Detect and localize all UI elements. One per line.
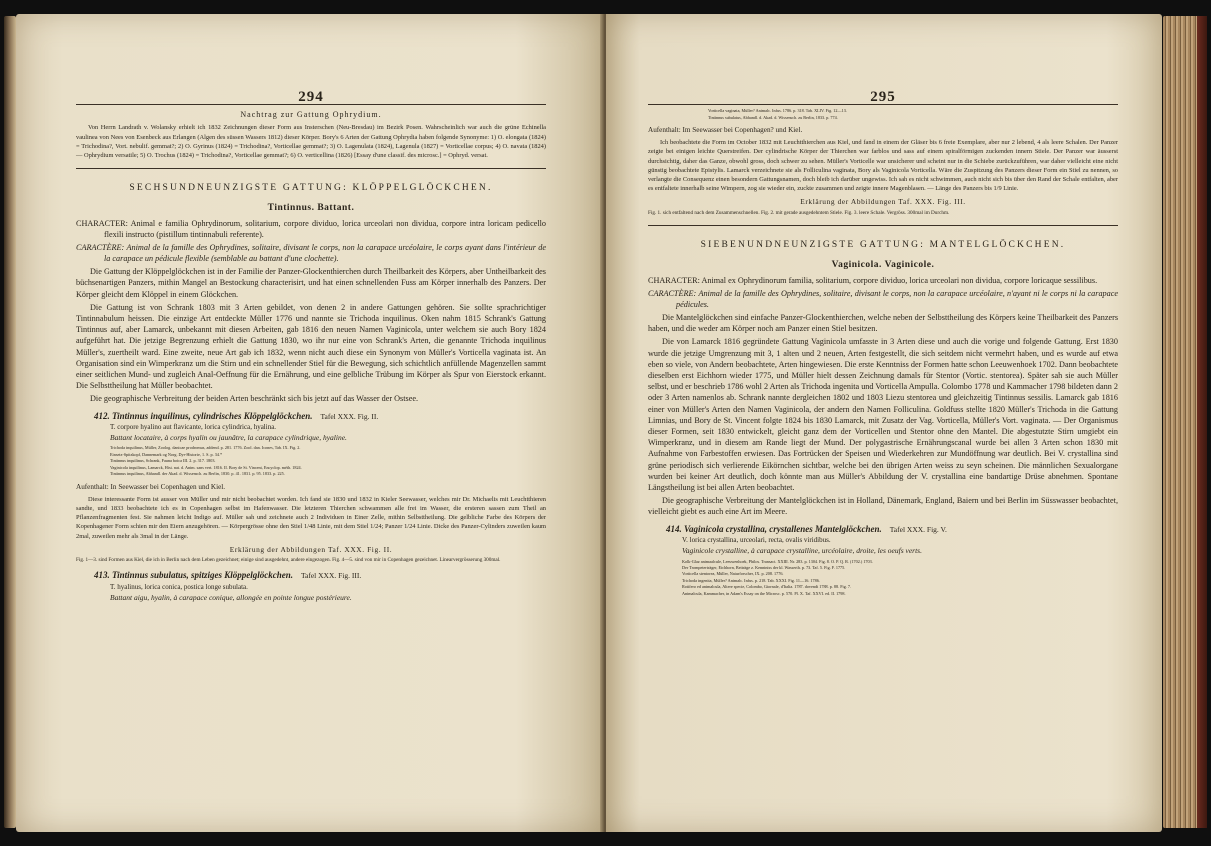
species-413-heading: 413. Tintinnus subulatus, spitziges Klöppelglöckchen. Tafel XXX. Fig. III. <box>94 570 362 581</box>
genus-paragraph-3: Die geographische Verbreitung der Mantelglöckchen ist in Holland, Dänemark, England, Baiern und bei Berlin im Süsswasser beobachtet, vielleicht giebt es auch eine Art im Meere. <box>648 496 1118 517</box>
reference-line: Rotifero ed animalcula, Altere specie, Colombo, Giornale, d'Italia. 1787. dovendi 1788. p. 88. Fig. 7. <box>682 584 852 590</box>
reference-line: Kolk-Glaz animaalcule, Leeuwenhoek, Philos. Transact. XXIII. Nr. 283. p. 1304. Fig. 8. O. P. Q. R. (1702.) 1703. <box>682 558 873 564</box>
species-412-heading: 412. Tintinnus inquilinus, cylindrisches Klöppelglöckchen. Tafel XXX. Fig. II. <box>94 410 379 421</box>
reference-line: Tintinnus subulatus, Abhandl. d. Akad. d. Wissensch. zu Berlin, 1833. p. 774. <box>708 114 838 120</box>
species-412-french: Battant locataire, à corps hyalin ou jaunâtre, la carapace cylindrique, hyaline. <box>110 433 347 443</box>
genus-paragraph-2: Die von Lamarck 1816 gegründete Gattung Vaginicola umfasste in 3 Arten diese und auch die vorige und folgende Gattung. Erst 1830 wurde die jetzige Umgrenzung mit 3, 1 alten und 2 neuen, Arten festgestellt, die sich seitdem nicht vermehrt haben, und es wurde auf etwa eben so viele, von Andern beobachtete, Arten hingewiesen. Die erste Kenntniss der Formen hatte schon Leeuwenhoek 1702. Dann beobachtete dieselben erst Eichhorn wieder 1775, und Müller hielt dessen Zeichnung damals für Stentor (Vortic. stentorea). Später sah sie auch Müller selbst, und er beschrieb 1786 wohl 2 Arten als Trichoda ingenita und Vorticella Ampulla. Colombo 1778 und Kammacher 1798 bildeten dann 2 oder 3 Arten namenlos ab. Schrank nannte dergleichen 1802 und 1803 Liezu stentorea und gleichzeitig Tintinnus sessilis. Lamarck gab 1816 einer von Müller's Arten den Namen Vaginicola, der andern den Namen Folliculina. Goldfuss stellte 1820 Müller's Trichoda in die Gattung Limnias, und Bory de St. Vincent folgte 1824 bis 1830 Lamarck, mit Zusatz der Vag. Vorticella, Müller's Vort. vaginata. — Der Organismus dieser Formen, seit 1830 entwickelt, gleicht ganz dem der Vorticellen und Stentor ohne den Mantel. Die abgestutzte Stirn umgiebt ein Wimperkranz, und in diesem am Rande liegt der Mund. Der polygastrische Ernährungscanal wurde bei allen 3 Arten schon 1830 mit Aufnahme von Farbestoffen erwiesen. Das Fortrücken der Speisen und Wiederkehren zur Mundöffnung war deutlich. Bei V. crystallina sind grüne periodisch sich verlierende Eikörnchen sichtbar, welche bei den übrigen Arten weiss zu seyn scheinen. Die männlichen Sexualorgane wurden bei keiner Art deutlich, doch könnte man aus Müller's Abbildung der V. crystallina eine bandartige Drüse abnehmen. Spontane Längstheilung ist bei allen Arten beobachtet. <box>648 337 1118 492</box>
species-412-latin: T. corpore hyalino aut flavicante, lorica cylindrica, hyalina. <box>110 422 277 431</box>
nachtrag-title: Nachtrag zur Gattung Ophrydium. <box>240 110 382 120</box>
reference-line: Vorticella stentorea, Müller, Naturforscher, IX. p. 208. 1776. <box>682 571 784 577</box>
reference-line: Tintinnus inquilinus, Schrank, Fauna boica III. 2. p. 317. 1803. <box>110 458 216 464</box>
right-page-number: 295 <box>870 89 896 105</box>
left-page <box>16 14 604 832</box>
left-book-edge <box>4 16 16 828</box>
section-rule <box>76 168 546 169</box>
species-413-description: Ich beobachtete die Form im October 1832 mit Leuchtthierchen aus Kiel, und fand in einem der Gläser bis 6 freie Exemplare, aber nur 2 lebend, 4 als leere Schalen. Der Panzer zeigte bei einigen leichte Querstreifen. Der cylindrische Körper der Thierchen war farblos und sass auf einem spiralförmigen zuckenden innern Stiele. Der Panzer war äusserst durchsichtig, daher das Ganze, obwohl gross, doch schwer zu sehen. Müller's Vorticelle war unsicherer und scheint nur in die Schiebe zurückzuführen, war daher vielleicht eine nicht günstig beobachtete Epistylis. Lamarck verzeichnete sie als Folliculina vaginata, Bory als Vaginicola Vorticella. Wäre die Zuspitzung des Panzers dieser Form ein Stiel zu nennen, so verlangte die Consequenz einen besondern Gattungsnamen, doch bleib ich darüber ungewiss. Ich sah es nicht schwimmen, auch nicht sich bis über den Rand der Schale entfalten, aber es entfaltete innerhalb seine Wimpern, zog sie wieder ein, zuckte zusammen und zeigte innere Magenblasen. — Länge des Panzers bis 1/9 Linie. <box>648 139 1118 193</box>
species-414-heading: 414. Vaginicola crystallina, crystallenes Mantelglöckchen. Tafel XXX. Fig. V. <box>666 523 947 534</box>
genus-heading-96: SECHSUNDNEUNZIGSTE GATTUNG: KLÖPPELGLÖCKCHEN. <box>129 183 493 194</box>
genus-name-tintinnus: Tintinnus. Battant. <box>267 202 355 213</box>
genus-name-vaginicola: Vaginicola. Vaginicole. <box>831 259 935 270</box>
character-latin: CHARACTER: Animal ex Ophrydinorum familia, solitarium, corpore dividuo, lorica urceolari non dividua, corpore loricaque sessilibus. <box>648 275 1098 285</box>
reference-line: Vorticella vaginata, Müller? Animalc. Infus. 1786. p. 318. Tab. XLIV. Fig. 12—13. <box>708 108 847 114</box>
right-page-column <box>648 89 1119 601</box>
species-413-figure-heading: Erklärung der Abbildungen Taf. XXX. Fig. III. <box>800 197 966 207</box>
character-latin: CHARACTER: Animal e familia Ophrydinorum, solitarium, corpore dividuo, lorica urceolari non dividua, corpore intra loricam pedicello flexili instructo (pistillum tintinnabuli referente). <box>76 219 546 240</box>
species-413-figure-text: Fig. 1. sich entfaltend nach dem Zusammenschnellen. Fig. 2. mit gerade ausgedehntem Stiele. Fig. 3. leere Schale. Vergröss. 300mal im Durchm. <box>648 209 950 216</box>
caractere-french: CARACTÈRE: Animal de la famille des Ophrydines, solitaire, divisant le corps, non la carapace urcéolaire, n'ayant ni le corps ni la carapace pédicules. <box>648 288 1119 309</box>
species-412-habitat: Aufenthalt: In Seewasser bei Copenhagen und Kiel. <box>76 482 226 491</box>
species-412-description: Diese interessante Form ist ausser von Müller und mir nicht beobachtet worden. Ich fand sie 1830 und 1832 in Kieler Seewasser, welches mir Dr. Michaelis mit Leuchtthieren sandte, und 1833 beobachtete ich es in Copenhagen selbst im Hafenwasser. Die letzteren Thierchen schwammen alle frei im Wasser, die ersteren sassen zum Theil an Pflanzenfragmenten fest. Sie nahmen leicht Indigo auf. Müller sah und zeichnete auch 2 Individuen in Einer Zelle, mithin Selbsttheilung. Die gelbliche Farbe des Körpers der Kopenhagener Form schien mir den Eiern anzugehören. — Körpergrösse ohne den Stiel 1/48 Linie, mit dem Stiel 1/24; Panzer 1/24 Linie. Dicke des Panzer-Cylinders zuweilen kaum 2mal, zuweilen mehr als 3mal in der Länge. <box>76 495 546 540</box>
reference-line: Vaginicola inquilinus, Lamarck, Hist. nat. d. Anim. sans vert. 1816. II. Bory de St. Vincent, Encyclop. méth. 1824. <box>110 464 302 470</box>
genus-paragraph-1: Die Gattung der Klöppelglöckchen ist in der Familie der Panzer-Glockenthierchen durch Theilbarkeit des Körpers, aber Untheilbarkeit des büchsenartigen Panzers, mithin Mangel an Bestockung characterisirt, und hat einen schnellenden Fuss am Körper innerhalb des Panzers. Der Körper gleicht dem Klöppel in einem Glöckchen. <box>76 267 546 299</box>
caractere-french: CARACTÈRE: Animal de la famille des Ophrydines, solitaire, divisant le corps, non la carapace urcéolaire, le corps ayant dans l'intérieur de la carapace un pédicule flexible (semblable au battant d'une clochette). <box>76 243 546 264</box>
species-414-french: Vaginicole crystalline, à carapace crystalline, urcéolaire, droite, les oeufs verts. <box>682 546 922 556</box>
left-page-number: 294 <box>298 89 324 105</box>
species-413-latin: T. hyalinus, lorica conica, postica longe subulata. <box>110 582 248 591</box>
section-rule <box>648 225 1118 226</box>
species-414-latin: V. lorica crystallina, urceolari, recta, ovalis viridibus. <box>682 535 831 544</box>
nachtrag-text: Von Herrn Landrath v. Wolansky erhielt ich 1832 Zeichnungen dieser Form aus Insterschen (Neu-Bresdau) im Bezirk Posen. Wahrscheinlich war auch die grüne Echinella vaulinea von Nees von Esenbeck aus Erlangen (Algen des süssen Wassers 1812) dieser Körper. Bory's 6 Arten der Gattung Ophrydia haben folgende Synonyme: 1) O. elongata (1824) = Trichodina?, Vort. nebulif. gemmat?; 2) O. Gyrinus (1824) = Trichodina?, Vorticellae gemmat?; 3) O. Lagenulata (1824), Lagenula (1827) = Vorticellae corpus; 4) O. navata (1824) — Ophrydium versatile; 5) O. Trochus (1824) = Trichodina?, Vorticellae gemmat?; 6) O. verticellina (1826) [Essay d'une classif. des microsc.] = Ophryd. versat. <box>76 124 546 160</box>
species-413-references <box>648 108 1118 121</box>
genus-heading-97: SIEBENUNDNEUNZIGSTE GATTUNG: MANTELGLÖCKCHEN. <box>700 240 1066 251</box>
species-413-french: Battant aigu, hyalin, à carapace conique, allongée en pointe longue postérieure. <box>110 593 352 603</box>
reference-line: Trichoda ingenita, Müller? Animalc. Infus. p. 218. Tab. XXXI. Fig. 11—16. 1786. <box>682 577 820 583</box>
reference-line: Trichoda inquilinus, Müller, Zoolog. danicae prodromus, addend. p. 281. 1776. Zool. dan. Icones, Tab. IX. Fig. 2. <box>110 445 301 451</box>
genus-paragraph-2: Die Gattung ist von Schrank 1803 mit 3 Arten gebildet, von denen 2 in andere Gattungen gehören. Sie sollte sprachrichtiger Tintinnabulum heissen. Die einzige Art entdeckte Müller 1776 und nannte sie Trichoda inquilinus. Oken nahm 1815 Schrank's Gattung Tintinnus auf, aber Lamarck, unbekannt mit diesen Arbeiten, gab 1816 den neuen Namen Vaginicola, unter welchem sie auch Bory 1824 aufgeführt hat. Die jetzige Begrenzung erhielt die Gattung 1830, wo ihr nur eine von Schrank's Arten, die genannte Trichoda inquilinus Müller's, zuertheilt ward. Eine zweite, neue Art gab ich 1832, wenn nicht auch diese ein Synonym von Müller's Vorticella vaginata ist. An Organisation sind ein Wimperkranz um die Stirn und ein schnellender Stiel für die Bewegung, sich schichtlich anfüllende Magenzellen sammt einer seitlichen Mund- und zugleich Anal-Oeffnung für die Ernährung, und eine gelbliche Trübung im Körper als Spur von Eierstock erkannt. Die Selbsttheilung hat Müller beobachtet. <box>76 302 546 391</box>
reference-line: Einsetz-Spitzkopf, Dannemark og Norg. Dyr-Historie, 1. S. p. 34.* <box>110 451 223 457</box>
species-412-figure-heading: Erklärung der Abbildungen Taf. XXX. Fig. II. <box>229 544 393 554</box>
left-page-column <box>76 89 546 605</box>
genus-paragraph-3: Die geographische Verbreitung der beiden Arten beschränkt sich bis jetzt auf das Wasser der Ostsee. <box>90 394 419 404</box>
right-book-edge <box>1163 16 1207 828</box>
reference-line: Der Trompeterträger, Eichhorn, Beiträge z. Kenntniss der kl. Wasserth. p. 73. Taf. 5. Fig. F. 1775. <box>682 564 846 570</box>
species-413-habitat: Aufenthalt: Im Seewasser bei Copenhagen? und Kiel. <box>648 126 803 135</box>
species-412-references <box>76 445 546 477</box>
species-414-references <box>648 559 1118 597</box>
genus-paragraph-1: Die Mantelglöckchen sind einfache Panzer-Glockenthierchen, welche neben der Selbsttheilung des Körpers keine Theilbarkeit des Panzers haben, und die weder am Körper noch am Panzer einen Stiel besitzen. <box>648 312 1118 334</box>
reference-line: Tintinnus inquilinus, Abhandl. der Akad. d. Wissensch. zu Berlin, 1830. p. 41. 1831. p. 95. 1833. p. 225. <box>110 471 285 477</box>
right-page <box>606 14 1162 832</box>
reference-line: Animalcula, Kammacher, in Adam's Essay on the Microsc. p. 570. Pl. X. Taf. XXVI. ed. II. 1798. <box>682 590 846 596</box>
species-412-figure-text: Fig. 1—3. sind Formen aus Kiel, die ich in Berlin nach dem Leben gezeichnet; einige sind ausgedehnt, andere eingezogen. Fig. 4—5. sind von mir in Copenhagen gezeichnet. Linearvergrösserung 300mal. <box>76 556 501 563</box>
